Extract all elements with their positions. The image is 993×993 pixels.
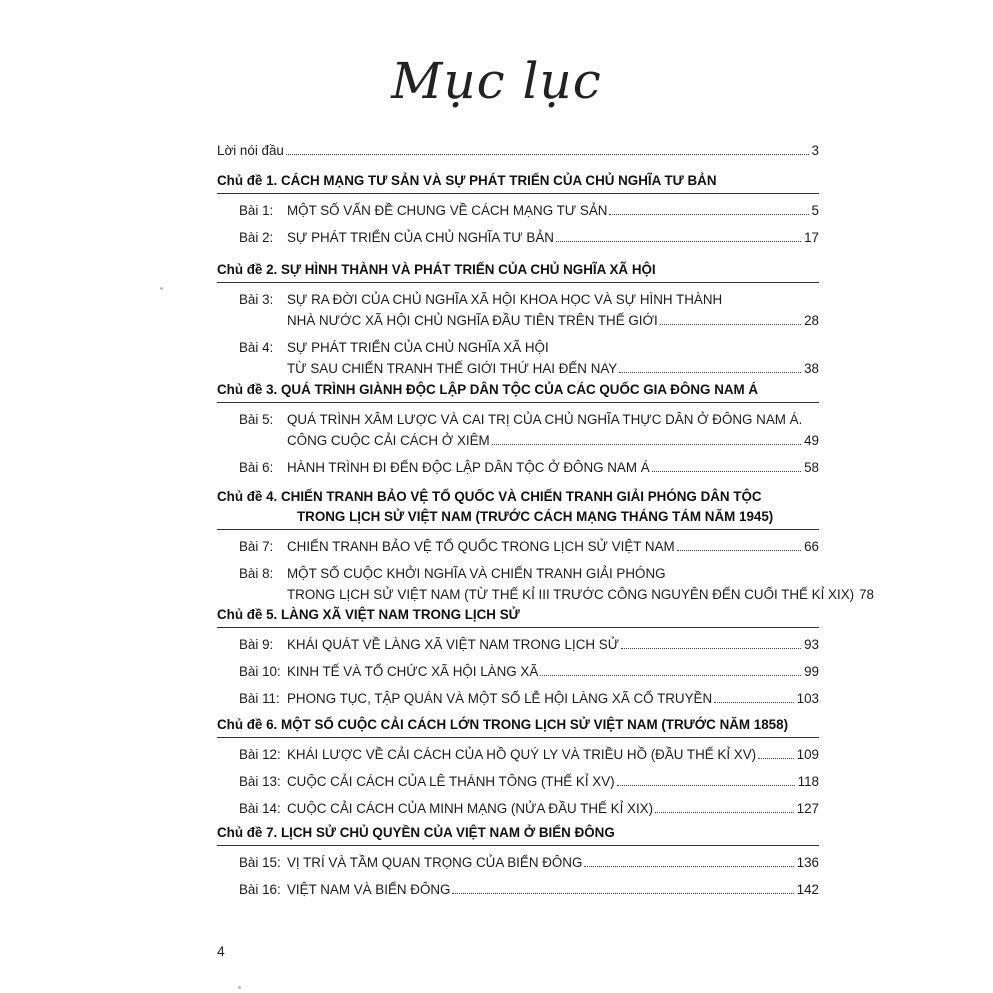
toc-entry-preface[interactable]: [217, 142, 819, 160]
lesson-title: MỘT SỐ VẤN ĐỀ CHUNG VỀ CÁCH MẠNG TƯ SẢN: [287, 203, 608, 218]
topic-heading[interactable]: Chủ đề 2. SỰ HÌNH THÀNH VÀ PHÁT TRIỂN CỦA CHỦ NGHĨA XÃ HỘI: [217, 262, 656, 277]
leader-dots: [540, 675, 801, 676]
lesson-title: KHÁI QUÁT VỀ LÀNG XÃ VIỆT NAM TRONG LỊCH SỬ: [287, 637, 620, 652]
topic-heading[interactable]: Chủ đề 1. CÁCH MẠNG TƯ SẢN VÀ SỰ PHÁT TRIỂN CỦA CHỦ NGHĨA TƯ BẢN: [217, 173, 717, 188]
lesson-page: 5: [811, 203, 819, 218]
lesson-page: 103: [796, 691, 819, 706]
toc-entry-lesson[interactable]: [239, 538, 819, 556]
lesson-page: 49: [804, 433, 819, 448]
toc-entry-lesson[interactable]: [239, 291, 819, 309]
lesson-title: CUỘC CẢI CÁCH CỦA MINH MẠNG (NỬA ĐẦU THẾ KỈ XIX): [287, 801, 654, 816]
topic-heading[interactable]: Chủ đề 7. LỊCH SỬ CHỦ QUYỀN CỦA VIỆT NAM Ở BIỂN ĐÔNG: [217, 825, 615, 840]
topic-divider: [217, 737, 819, 738]
lesson-number: Bài 15:: [239, 855, 281, 870]
toc-entry-lesson[interactable]: [239, 800, 819, 818]
lesson-title: SỰ RA ĐỜI CỦA CHỦ NGHĨA XÃ HỘI KHOA HỌC VÀ SỰ HÌNH THÀNH: [287, 292, 723, 307]
toc-entry-lesson[interactable]: [287, 432, 819, 450]
lesson-number: Bài 1:: [239, 203, 274, 218]
toc-entry-lesson[interactable]: [239, 202, 819, 220]
lesson-page: 93: [804, 637, 819, 652]
lesson-page: 66: [804, 539, 819, 554]
lesson-page: 38: [804, 361, 819, 376]
lesson-title: NHÀ NƯỚC XÃ HỘI CHỦ NGHĨA ĐẦU TIÊN TRÊN THẾ GIỚI: [287, 313, 658, 328]
topic-heading[interactable]: TRONG LỊCH SỬ VIỆT NAM (TRƯỚC CÁCH MẠNG THÁNG TÁM NĂM 1945): [297, 509, 774, 524]
lesson-title: PHONG TỤC, TẬP QUÁN VÀ MỘT SỐ LỄ HỘI LÀNG XÃ CỔ TRUYỀN: [287, 691, 713, 706]
lesson-page: 109: [796, 747, 819, 762]
lesson-page: 142: [796, 882, 819, 897]
toc-entry-lesson[interactable]: [239, 881, 819, 899]
lesson-number: Bài 11:: [239, 691, 280, 706]
lesson-title: HÀNH TRÌNH ĐI ĐẾN ĐỘC LẬP DÂN TỘC Ở ĐÔNG NAM Á: [287, 460, 650, 475]
leader-dots: [655, 812, 794, 813]
lesson-title: TRONG LỊCH SỬ VIỆT NAM (TỪ THẾ KỈ III TRƯỚC CÔNG NGUYÊN ĐẾN CUỐI THẾ KỈ XIX): [287, 587, 855, 602]
lesson-number: Bài 13:: [239, 774, 281, 789]
toc-entry-lesson[interactable]: [287, 312, 819, 330]
lesson-page: 136: [796, 855, 819, 870]
lesson-number: Bài 8:: [239, 566, 274, 581]
lesson-title: VỊ TRÍ VÀ TẦM QUAN TRỌNG CỦA BIỂN ĐÔNG: [287, 855, 583, 870]
leader-dots: [452, 893, 793, 894]
scan-speck: [238, 986, 241, 989]
lesson-page: 78: [859, 587, 875, 602]
lesson-page: 58: [804, 460, 819, 475]
topic-divider: [217, 529, 819, 530]
lesson-number: Bài 14:: [239, 801, 281, 816]
toc-entry-lesson[interactable]: [239, 229, 819, 247]
lesson-number: Bài 2:: [239, 230, 274, 245]
lesson-page: 28: [804, 313, 819, 328]
lesson-title: KINH TẾ VÀ TỔ CHỨC XÃ HỘI LÀNG XÃ: [287, 664, 539, 679]
topic-divider: [217, 627, 819, 628]
page-title: Mục lục: [391, 52, 602, 110]
toc-entry-lesson[interactable]: [239, 636, 819, 654]
scan-speck: [160, 287, 163, 290]
lesson-number: Bài 7:: [239, 539, 274, 554]
leader-dots: [758, 758, 794, 759]
toc-entry-lesson[interactable]: [287, 586, 875, 604]
leader-dots: [492, 444, 801, 445]
topic-divider: [217, 402, 819, 403]
lesson-number: Bài 3:: [239, 292, 274, 307]
topic-divider: [217, 282, 819, 283]
toc-entry-lesson[interactable]: [239, 854, 819, 872]
lesson-number: Bài 9:: [239, 637, 274, 652]
leader-dots: [677, 550, 801, 551]
topic-heading[interactable]: Chủ đề 6. MỘT SỐ CUỘC CẢI CÁCH LỚN TRONG LỊCH SỬ VIỆT NAM (TRƯỚC NĂM 1858): [217, 717, 789, 732]
topic-divider: [217, 193, 819, 194]
leader-dots: [584, 866, 793, 867]
leader-dots: [619, 372, 801, 373]
lesson-number: Bài 5:: [239, 412, 274, 427]
lesson-title: CÔNG CUỘC CẢI CÁCH Ở XIÊM: [287, 433, 490, 448]
toc-entry-lesson[interactable]: [239, 690, 819, 708]
lesson-title: CHIẾN TRANH BẢO VỆ TỔ QUỐC TRONG LỊCH SỬ VIỆT NAM: [287, 539, 675, 554]
leader-dots: [556, 241, 801, 242]
lesson-number: Bài 12:: [239, 747, 281, 762]
toc-entry-lesson[interactable]: [239, 459, 819, 477]
leader-dots: [714, 702, 794, 703]
toc-entry-lesson[interactable]: [239, 411, 819, 429]
lesson-title: MỘT SỐ CUỘC KHỞI NGHĨA VÀ CHIẾN TRANH GIẢI PHÓNG: [287, 566, 666, 581]
lesson-title: TỪ SAU CHIẾN TRANH THẾ GIỚI THỨ HAI ĐẾN NAY: [287, 361, 618, 376]
lesson-page: 99: [804, 664, 819, 679]
lesson-number: Bài 16:: [239, 882, 281, 897]
leader-dots: [617, 785, 795, 786]
lesson-page: 127: [796, 801, 819, 816]
leader-dots: [652, 471, 801, 472]
preface-page: 3: [811, 143, 819, 158]
toc-entry-lesson[interactable]: [239, 339, 819, 357]
lesson-title: QUÁ TRÌNH XÂM LƯỢC VÀ CAI TRỊ CỦA CHỦ NGHĨA THỰC DÂN Ở ĐÔNG NAM Á.: [287, 412, 803, 427]
lesson-number: Bài 4:: [239, 340, 274, 355]
topic-heading[interactable]: Chủ đề 4. CHIẾN TRANH BẢO VỆ TỔ QUỐC VÀ CHIẾN TRANH GIẢI PHÓNG DÂN TỘC: [217, 489, 762, 504]
leader-dots: [286, 154, 809, 155]
toc-entry-lesson[interactable]: [287, 360, 819, 378]
lesson-title: CUỘC CẢI CÁCH CỦA LÊ THÁNH TÔNG (THẾ KỈ XV): [287, 774, 615, 789]
toc-entry-lesson[interactable]: [239, 773, 819, 791]
topic-heading[interactable]: Chủ đề 3. QUÁ TRÌNH GIÀNH ĐỘC LẬP DÂN TỘC CỦA CÁC QUỐC GIA ĐÔNG NAM Á: [217, 382, 759, 397]
toc-entry-lesson[interactable]: [239, 663, 819, 681]
lesson-number: Bài 6:: [239, 460, 274, 475]
leader-dots: [609, 214, 808, 215]
lesson-number: Bài 10:: [239, 664, 281, 679]
topic-heading[interactable]: Chủ đề 5. LÀNG XÃ VIỆT NAM TRONG LỊCH SỬ: [217, 607, 520, 622]
lesson-page: 17: [804, 230, 819, 245]
lesson-title: SỰ PHÁT TRIỂN CỦA CHỦ NGHĨA TƯ BẢN: [287, 230, 554, 245]
lesson-page: 118: [797, 774, 819, 789]
lesson-title: VIỆT NAM VÀ BIỂN ĐÔNG: [287, 882, 451, 897]
leader-dots: [660, 324, 801, 325]
page-number: 4: [217, 943, 225, 959]
leader-dots: [621, 648, 801, 649]
topic-divider: [217, 845, 819, 846]
toc-entry-lesson[interactable]: [239, 746, 819, 764]
preface-label: Lời nói đầu: [217, 143, 284, 158]
lesson-title: SỰ PHÁT TRIỂN CỦA CHỦ NGHĨA XÃ HỘI: [287, 340, 549, 355]
lesson-title: KHÁI LƯỢC VỀ CẢI CÁCH CỦA HỒ QUÝ LY VÀ TRIỀU HỒ (ĐẦU THẾ KỈ XV): [287, 747, 757, 762]
toc-entry-lesson[interactable]: [239, 565, 819, 583]
